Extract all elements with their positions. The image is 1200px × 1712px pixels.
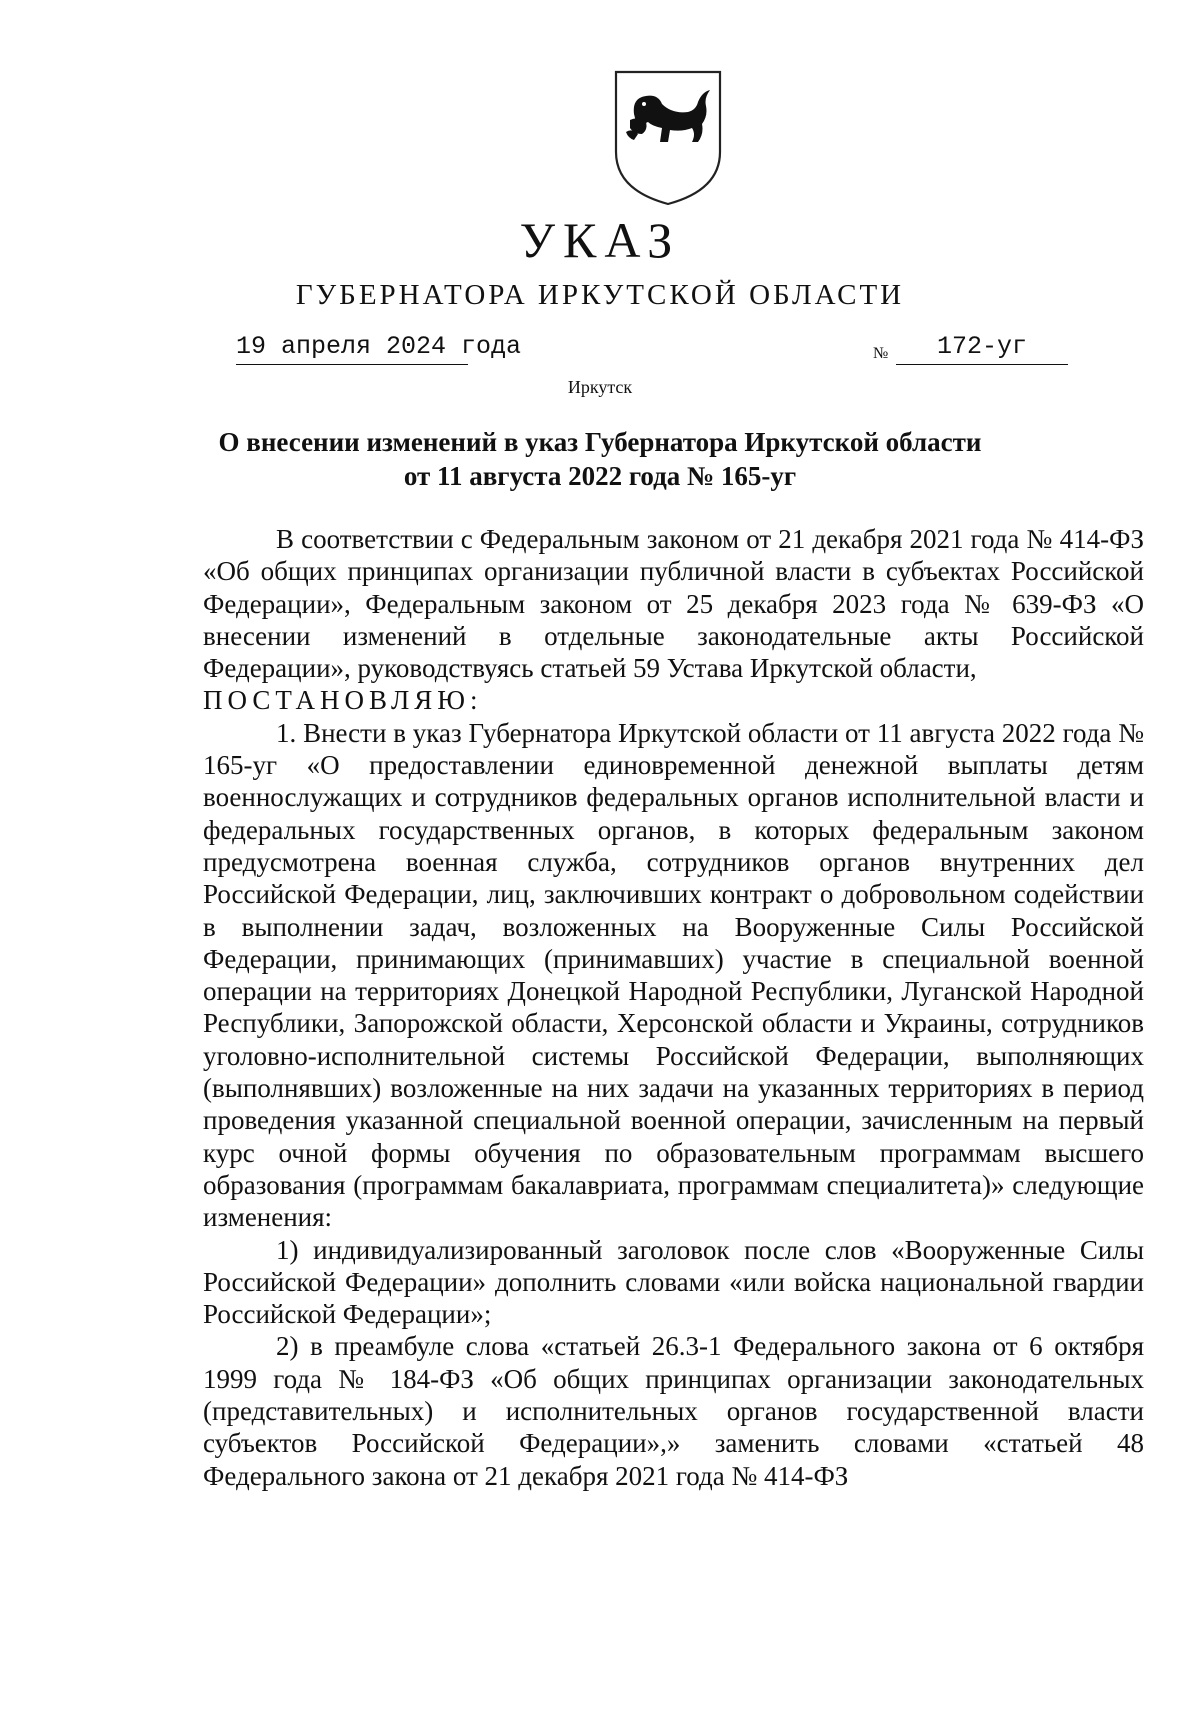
decree-date: 19 апреля 2024 года [236,330,468,365]
subitem-1-paragraph: 1) индивидуализированный заголовок после слов «Вооруженные Силы Российской Федерации» дополнить словами «или войска национальной гвардии Российской Федерации»; [203,1234,1144,1330]
decree-number: 172-уг [896,330,1068,365]
document-subtitle: ГУБЕРНАТОРА ИРКУТСКОЙ ОБЛАСТИ [295,279,905,311]
document-title: УКАЗ [519,212,681,268]
preamble-paragraph: В соответствии с Федеральным законом от 21 декабря 2021 года № 414-ФЗ «Об общих принципах организации публичной власти в субъектах Российской Федерации», Федеральным законом от 25 декабря 2023 года № 639-ФЗ «О внесении изменений в отдельные законодательные акты Российской Федерации», руководствуясь статьей 59 Устава Иркутской области, [203,524,1144,684]
subitem-2-paragraph: 2) в преамбуле слова «статьей 26.3-1 Федерального закона от 6 октября 1999 года № 184-ФЗ «Об общих принципах организации законодательных (представительных) и исполнительных органов государственной власти субъектов Российской Федерации»,» заменить словами «статьей 48 Федерального закона от 21 декабря 2021 года № 414-ФЗ [203,1331,1144,1491]
decree-heading [0,425,1200,493]
item-1-paragraph: 1. Внести в указ Губернатора Иркутской области от 11 августа 2022 года № 165-уг «О предоставлении единовременной денежной выплаты детям военнослужащих и сотрудников федеральных органов исполнительной власти и федеральных государственных органов, в которых федеральным законом предусмотрена военная служба, сотрудников органов внутренних дел Российской Федерации, лиц, заключивших контракт о добровольном содействии в выполнении задач, возложенных на Вооруженные Силы Российской Федерации, принимающих (принимавших) участие в специальной военной операции на территориях Донецкой Народной Республики, Луганской Народной Республики, Запорожской области, Херсонской области и Украины, сотрудников уголовно-исполнительной системы Российской Федерации, выполняющих (выполнявших) возложенные на них задачи на указанных территориях в период проведения указанной специальной военной операции, зачисленным на первый курс очной формы обучения по образовательным программам высшего образования (программам бакалавриата, программам специалитета)» следующие изменения: [203,717,1144,1233]
decree-word: ПОСТАНОВЛЯЮ: [203,685,483,716]
heading-line-1: О внесении изменений в указ Губернатора Иркутской области [218,427,982,457]
number-prefix: № [873,345,889,362]
irkutsk-coat-of-arms-icon [612,68,724,208]
heading-line-2: от 11 августа 2022 года № 165-уг [403,461,797,491]
decree-body [203,523,1144,1492]
city-name: Иркутск [567,377,633,397]
